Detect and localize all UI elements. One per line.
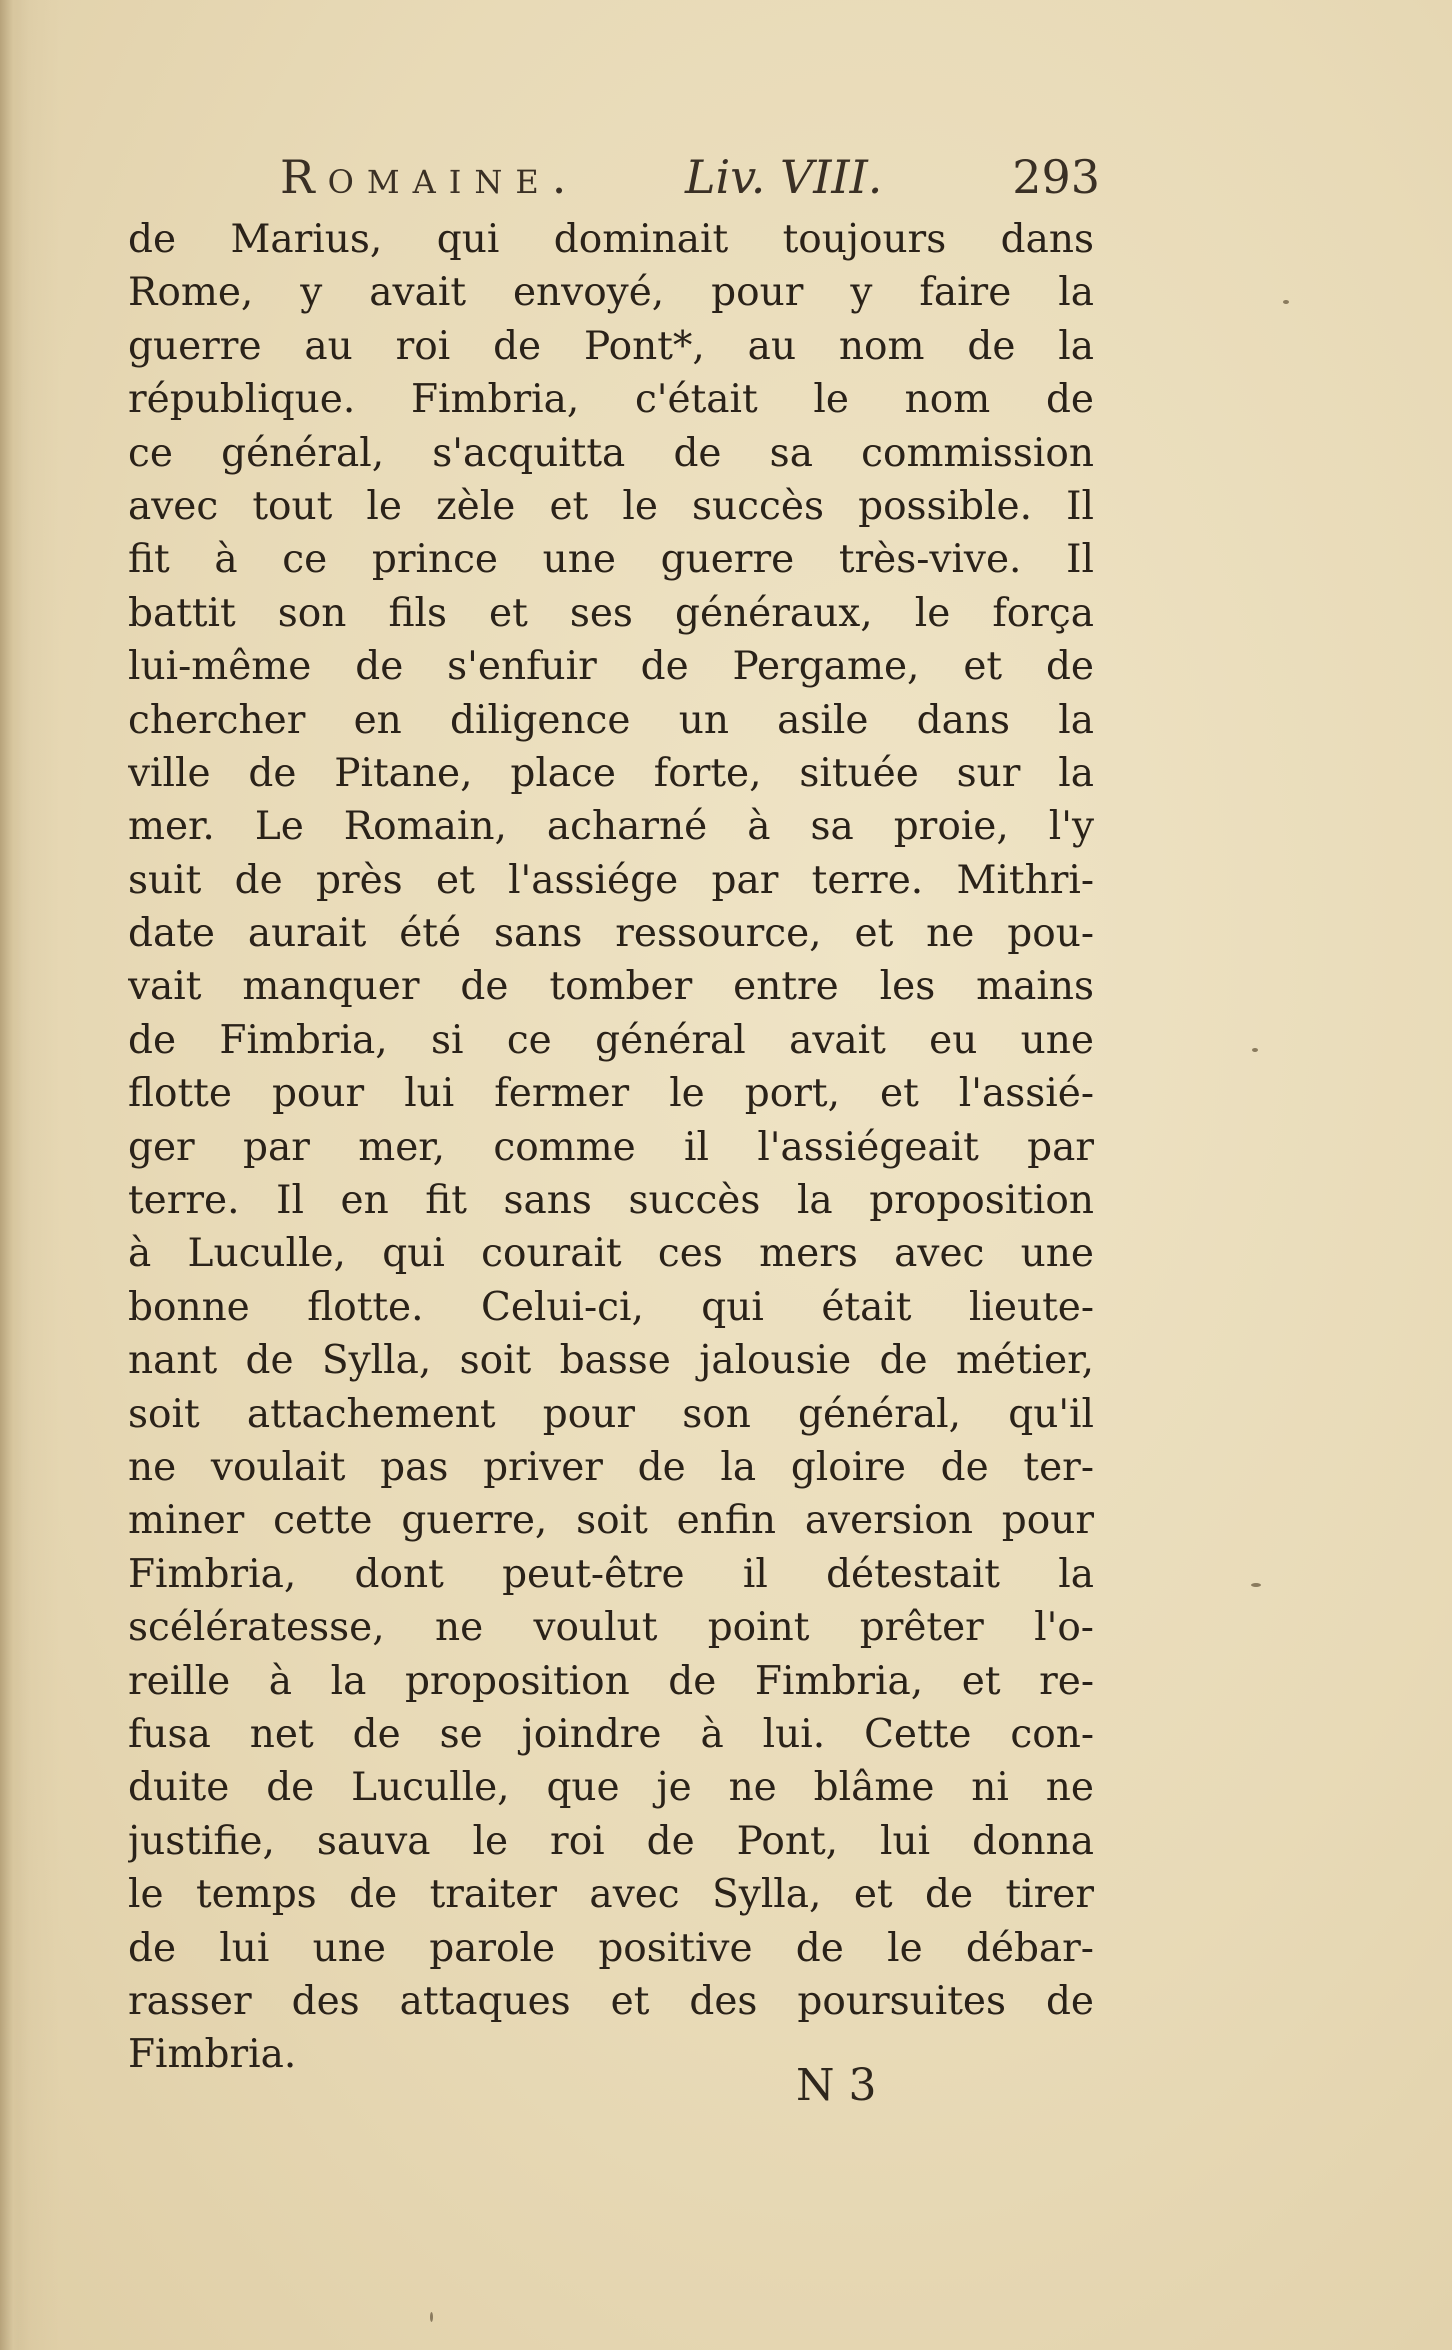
text-line: chercher en diligence un asile dans la xyxy=(128,697,1094,743)
text-line: rasser des attaques et des poursuites de xyxy=(128,1978,1094,2024)
text-line: miner cette guerre, soit enfin aversion pour xyxy=(128,1498,1094,1544)
body-text xyxy=(128,213,1094,2082)
paper-fleck xyxy=(1252,1048,1258,1052)
text-line: le temps de traiter avec Sylla, et de tirer xyxy=(128,1872,1094,1918)
page-number: 293 xyxy=(1012,150,1100,204)
text-line: de Marius, qui dominait toujours dans xyxy=(128,217,1094,262)
text-line: flotte pour lui fermer le port, et l'assié- xyxy=(128,1071,1094,1117)
text-line: date aurait été sans ressource, et ne pou- xyxy=(128,911,1094,957)
text-line: Rome, y avait envoyé, pour y faire la xyxy=(128,270,1094,316)
text-line: scélératesse, ne voulut point prêter l'o- xyxy=(128,1605,1094,1651)
text-line: de Fimbria, si ce général avait eu une xyxy=(128,1017,1094,1063)
text-line: mer. Le Romain, acharné à sa proie, l'y xyxy=(128,804,1094,850)
page-binding-edge xyxy=(0,0,22,2350)
text-line-final: Fimbria. xyxy=(128,2032,297,2078)
text-line: reille à la proposition de Fimbria, et re- xyxy=(128,1658,1094,1704)
book-reference: Liv. VIII. xyxy=(685,150,883,204)
running-title: Romaine. xyxy=(280,150,580,204)
text-line: nant de Sylla, soit basse jalousie de métier, xyxy=(128,1338,1094,1384)
text-line: ne voulait pas priver de la gloire de ter- xyxy=(128,1444,1094,1490)
text-line: ville de Pitane, place forte, située sur la xyxy=(128,750,1094,796)
paper-fleck xyxy=(430,2312,433,2322)
page-header xyxy=(280,140,1100,210)
text-line: battit son fils et ses généraux, le força xyxy=(128,590,1094,636)
text-line: suit de près et l'assiége par terre. Mithri- xyxy=(128,857,1094,903)
text-line: ce général, s'acquitta de sa commission xyxy=(128,430,1094,476)
signature-mark: N 3 xyxy=(796,2060,877,2111)
text-line: fit à ce prince une guerre très-vive. Il xyxy=(128,537,1094,583)
text-line: vait manquer de tomber entre les mains xyxy=(128,964,1094,1010)
paper-fleck xyxy=(1283,300,1289,304)
text-line: fusa net de se joindre à lui. Cette con- xyxy=(128,1711,1094,1757)
text-line: ger par mer, comme il l'assiégeait par xyxy=(128,1124,1094,1170)
text-line: terre. Il en fit sans succès la proposition xyxy=(128,1178,1094,1224)
text-line: soit attachement pour son général, qu'il xyxy=(128,1391,1094,1437)
text-line: justifie, sauva le roi de Pont, lui donna xyxy=(128,1818,1094,1864)
text-line: république. Fimbria, c'était le nom de xyxy=(128,377,1094,423)
text-line: bonne flotte. Celui-ci, qui était lieute- xyxy=(128,1284,1094,1330)
text-line: avec tout le zèle et le succès possible. Il xyxy=(128,483,1094,529)
text-line: duite de Luculle, que je ne blâme ni ne xyxy=(128,1765,1094,1811)
paper-fleck xyxy=(1251,1583,1261,1587)
text-line: à Luculle, qui courait ces mers avec une xyxy=(128,1231,1094,1277)
text-line: lui-même de s'enfuir de Pergame, et de xyxy=(128,644,1094,690)
text-line: guerre au roi de Pont*, au nom de la xyxy=(128,323,1094,369)
text-line: de lui une parole positive de le débar- xyxy=(128,1925,1094,1971)
text-line: Fimbria, dont peut-être il détestait la xyxy=(128,1551,1094,1597)
